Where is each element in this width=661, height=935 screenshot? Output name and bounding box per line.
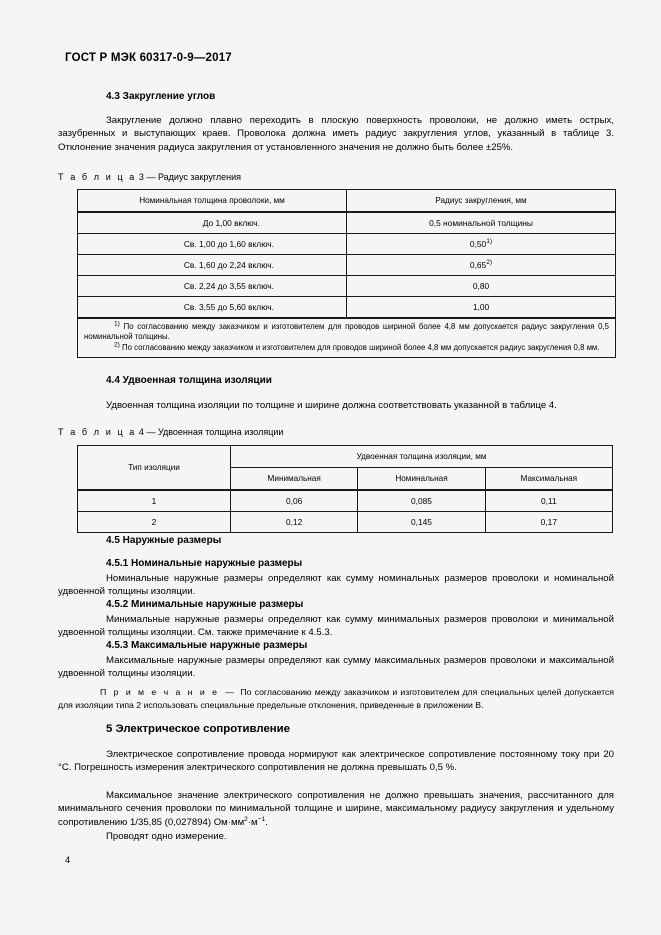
- table-4-cell-type: 1: [78, 490, 231, 512]
- note-body: По согласованию между заказчиком и изготовителем для специальных целей допускается для изоляции типа 2 использовать специальные предельные отклонения, приведенные в приложении В.: [58, 687, 614, 710]
- table-3-cell-radius: [347, 276, 616, 297]
- table-4-cell-type: 2: [78, 512, 231, 533]
- table-3-caption-dash: —: [146, 172, 156, 182]
- table-4-cell-nom: 0,145: [358, 512, 485, 533]
- table-3-radius-value: 0,50: [469, 239, 487, 249]
- table-3-footnote-2-text: По согласованию между заказчиком и изготовителем для проводов шириной более 4,8 мм допускается радиус закругления 0,8 мм.: [122, 342, 600, 352]
- table-3-cell-radius: [347, 212, 616, 234]
- heading-4-5-2: 4.5.2 Минимальные наружные размеры: [106, 599, 304, 610]
- table-3-cell-thickness: Св. 1,60 до 2,24 включ.: [78, 255, 347, 276]
- paragraph-5-2-part1: Максимальное значение электрического сопротивления не должно превышать значения, рассчитанного для минимального сечения проволоки по минимальной толщине и ширине, максимальному радиусу закругления и удельному сопротивлению 1/35,85 (0,027894) Ом·мм: [58, 790, 614, 828]
- heading-4-5-1: 4.5.1 Номинальные наружные размеры: [106, 558, 303, 569]
- table-4-cell-min: 0,12: [231, 512, 358, 533]
- table-3-cell-radius: [347, 255, 616, 276]
- heading-5: 5 Электрическое сопротивление: [106, 723, 290, 735]
- table-row: [78, 297, 616, 319]
- table-3-cell-thickness: До 1,00 включ.: [78, 212, 347, 234]
- table-4-caption: [58, 427, 283, 437]
- table-4: [77, 445, 613, 533]
- table-3-footnotes: [78, 318, 616, 358]
- table-4-cell-min: 0,06: [231, 490, 358, 512]
- table-row: [78, 234, 616, 255]
- table-3-footnote-2: [84, 343, 609, 353]
- table-4-caption-label: Т а б л и ц а: [58, 427, 137, 437]
- table-4-header-row-1: [78, 446, 613, 468]
- table-3-header-row: [78, 190, 616, 213]
- paragraph-5-1: Электрическое сопротивление провода нормируют как электрическое сопротивление постоянному току при 20 °C. Погрешность измерения электрического сопротивления не должна превышать 0,5 %.: [58, 749, 614, 774]
- table-4-caption-title: Удвоенная толщина изоляции: [157, 427, 284, 437]
- table-3-radius-value: 1,00: [472, 302, 490, 312]
- paragraph-5-2-sup2: −1: [257, 815, 266, 823]
- document-header: ГОСТ Р МЭК 60317-0-9—2017: [65, 52, 232, 64]
- table-row: [78, 255, 616, 276]
- table-3: [77, 189, 616, 358]
- table-4-cell-max: 0,11: [485, 490, 612, 512]
- note-label: П р и м е ч а н и е: [100, 687, 220, 697]
- table-3-footnote-1: [84, 322, 609, 343]
- table-3-radius-sup: 2): [486, 259, 493, 267]
- table-3-cell-radius: [347, 297, 616, 319]
- heading-4-5-3: 4.5.3 Максимальные наружные размеры: [106, 640, 308, 651]
- table-4-subheader-min: Минимальная: [231, 468, 358, 491]
- page-content: [58, 0, 614, 935]
- table-4-caption-dash: —: [146, 427, 156, 437]
- table-3-caption: [58, 172, 241, 182]
- table-3-header-radius: Радиус закругления, мм: [347, 190, 616, 213]
- page-number: 4: [65, 854, 71, 865]
- table-3-radius-value: 0,65: [469, 260, 487, 270]
- table-3-radius-sup: 1): [486, 238, 493, 246]
- table-3-footnote-row: [78, 318, 616, 358]
- table-row: [78, 512, 613, 533]
- table-4-header-span: Удвоенная толщина изоляции, мм: [231, 446, 613, 468]
- table-4-subheader-max: Максимальная: [485, 468, 612, 491]
- table-3-header-thickness: Номинальная толщина проволоки, мм: [78, 190, 347, 213]
- paragraph-5-2-part3: .: [265, 816, 268, 828]
- table-3-cell-thickness: Св. 3,55 до 5,60 включ.: [78, 297, 347, 319]
- table-row: [78, 212, 616, 234]
- table-3-footnote-1-text: По согласованию между заказчиком и изготовителем для проводов шириной более 4,8 мм допускается радиус закругления 0,5 номинальной толщины.: [84, 322, 610, 342]
- note-4-5-3: [58, 686, 614, 711]
- heading-4-4: 4.4 Удвоенная толщина изоляции: [106, 375, 272, 386]
- table-3-radius-value: 0,80: [472, 281, 490, 291]
- heading-4-3: 4.3 Закругление углов: [106, 91, 216, 102]
- table-4-caption-number: 4: [138, 427, 144, 437]
- table-4-subheader-nom: Номинальная: [358, 468, 485, 491]
- table-3-cell-thickness: Св. 1,00 до 1,60 включ.: [78, 234, 347, 255]
- note-dash: —: [225, 687, 235, 697]
- paragraph-5-3: Проводят одно измерение.: [106, 831, 227, 842]
- table-row: [78, 276, 616, 297]
- table-3-cell-thickness: Св. 2,24 до 3,55 включ.: [78, 276, 347, 297]
- paragraph-5-2-sup1: 2: [244, 815, 248, 823]
- paragraph-4-3-body: Закругление должно плавно переходить в плоскую поверхность проволоки, не должно иметь острых, зазубренных и выступающих краев. Проволока должна иметь радиус закругления углов, указанный в таблице 3. Отклонение значения радиуса закругления от установленного значения не должно быть более ±25%.: [58, 115, 614, 153]
- table-3-cell-radius: [347, 234, 616, 255]
- table-4-cell-nom: 0,085: [358, 490, 485, 512]
- table-3-footnote-1-marker: 1): [114, 320, 120, 328]
- paragraph-4-5-1-body: Номинальные наружные размеры определяют как сумму номинальных размеров проволоки и номинальной удвоенной толщины изоляции.: [58, 573, 614, 598]
- table-3-footnote-2-marker: 2): [114, 341, 120, 349]
- table-4-header-type: Тип изоляции: [78, 446, 231, 491]
- paragraph-4-4-body: Удвоенная толщина изоляции по толщине и ширине должна соответствовать указанной в таблице 4.: [106, 400, 557, 411]
- table-3-caption-title: Радиус закругления: [157, 172, 242, 182]
- table-4-cell-max: 0,17: [485, 512, 612, 533]
- paragraph-4-5-2-body: Минимальные наружные размеры определяют как сумму минимальных размеров проволоки и минимальной удвоенной толщины изоляции. См. также примечание к 4.5.3.: [58, 614, 614, 639]
- table-3-radius-value: 0,5 номинальной толщины: [429, 218, 533, 228]
- paragraph-4-5-3-body: Максимальные наружные размеры определяют как сумму максимальных размеров проволоки и максимальной удвоенной толщины изоляции.: [58, 655, 614, 680]
- table-3-caption-label: Т а б л и ц а: [58, 172, 137, 182]
- table-3-caption-number: 3: [138, 172, 144, 182]
- paragraph-5-2: [58, 789, 614, 829]
- heading-4-5: 4.5 Наружные размеры: [106, 535, 222, 546]
- paragraph-5-2-part2: ·м: [247, 816, 258, 828]
- table-row: [78, 490, 613, 512]
